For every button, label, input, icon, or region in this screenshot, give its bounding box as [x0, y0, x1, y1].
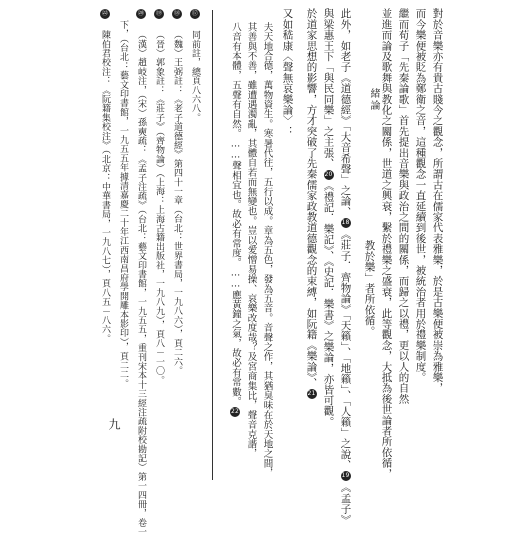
footnote-number: ⑱	[173, 10, 181, 17]
note-marker-22: 22	[230, 408, 240, 416]
footnote-19: ⑲ （晉）郭象註：《莊子》（齊物論）（上海：上海古籍出版社，一九八九），頁八－一〇。	[154, 10, 164, 385]
footnote-number: ⑲	[155, 10, 163, 17]
footnote-20: ⑳ （漢）趙岐注，（宋）孫奭疏：《孟子注疏》（台北：藝文印書館，一九五五，重刊宋本十三經注疏附校勘記）第一四冊，卷一	[136, 10, 146, 536]
body-column-3: 繼而荀子「先秦論歌」首先提出音樂與政治之間的關係，而歸之以禮，更以人的自然	[397, 8, 410, 404]
body-column-2: 而今樂便被貶為鄭衛之音，這種觀念一直延續到後世，被統治者用於禮樂制度。	[414, 8, 427, 383]
footnote-17: ⑰ 同前註，總頁八六八。	[190, 10, 200, 123]
footnote-number: ⑳	[137, 10, 145, 17]
body-column-1: 對於音樂亦有貴古賤今之觀念，所謂古在儒家代表雅樂，於是古樂便被崇為雅樂，	[431, 8, 444, 394]
page-number: 九	[107, 418, 121, 431]
note-marker-21: 21	[307, 389, 316, 397]
body-column-5: 教於樂」者所依循。	[363, 240, 376, 337]
quote-column-3: 八音有本體，五聲有自然。……聲相宜也。故必有常度。……應黃鐘之氣，故必有常數。22	[230, 22, 241, 416]
note-marker-19: 19	[341, 472, 350, 479]
note-marker-18: 18	[341, 218, 350, 226]
footnote-number: ⑰	[191, 10, 199, 17]
footnote-number: ㉒	[101, 10, 109, 17]
running-head: 緒論	[368, 88, 379, 112]
footnote-20-continued: 下，（台北：藝文印書館，一九五五年據清嘉慶二十年江西南昌府學開雕本影印），頁二二。	[118, 20, 128, 389]
quote-column-2: 其善與不善，雖遭遇濁亂，其體自若而無變也。豈以愛憎易操、哀樂改度哉？及宮商集比，聲音克諧，	[245, 22, 257, 459]
quote-column-1: 夫天地合德，萬物資生。寒暑代往，五行以成。章為五色，發為五音。音聲之作，其猶臭味在於天地之間，	[261, 22, 273, 478]
footnote-18: ⑱ （魏）王弼註：《老子道德經》第四十一章（台北：世界書局，一九八六），頁二六。	[172, 10, 182, 376]
body-column-6: 此外，如老子《道德經》「大音希聲」之論、18《莊子．齊物論》「天籟」、「地籟」、「人籟」之說、19《孟子》	[339, 8, 352, 525]
footnote-21: ㉒ 陳伯君校注：《阮籍集校注》（北京：中華書局，一九八七），頁八五－八六。	[100, 10, 110, 344]
footnote-divider	[212, 10, 213, 480]
note-marker-20: 20	[324, 170, 333, 178]
body-column-4: 並進而論及歌舞與教化之關係，世道之興衰，繫於禮樂之盛衰，此等觀念，大抵為後世論者所依循，	[380, 8, 393, 479]
body-column-8: 於道家思想的影響，方才突破了先秦儒家政教道德觀念的束縛，如阮籍《樂論》、21	[305, 8, 318, 397]
quote-intro: 又如嵇康〈聲無哀樂論〉：	[281, 8, 294, 137]
body-column-7: 與梁惠王下「與民同樂」之主張、20《禮記．樂記》、《史記．樂書》之樂論，亦皆可觀。	[322, 8, 335, 427]
